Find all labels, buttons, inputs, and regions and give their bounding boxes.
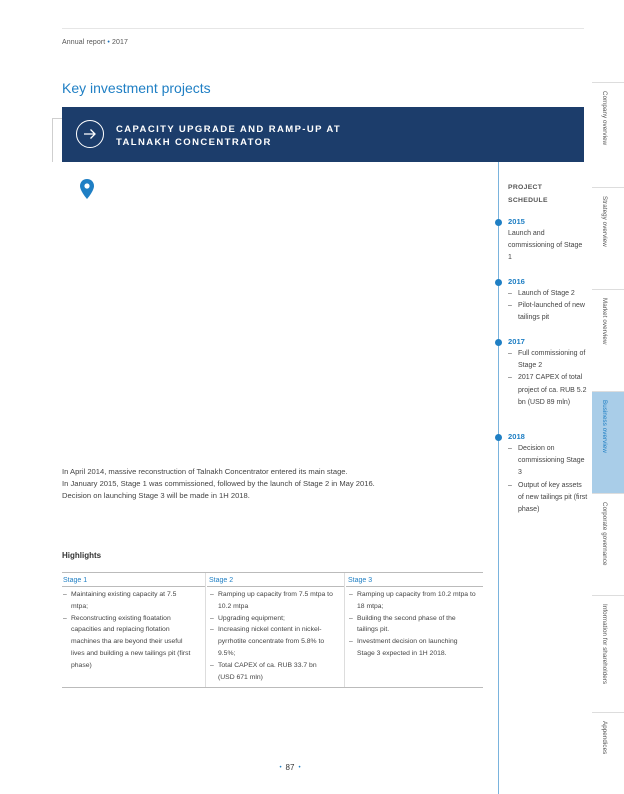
banner-bracket <box>52 118 53 162</box>
side-tab-business-overview[interactable] <box>592 391 624 493</box>
side-tab-label: Corporate governance <box>601 502 608 566</box>
list-item: – Output of key assets of new tailings pit (first phase) <box>508 480 588 517</box>
schedule-year: 2015 <box>508 217 525 226</box>
schedule-2018 <box>508 431 588 516</box>
list-item: – Total CAPEX of ca. RUB 33.7 bn (USD 671 mln) <box>209 660 335 684</box>
timeline-dot <box>495 434 502 441</box>
side-tab-label: Strategy overview <box>601 196 608 247</box>
side-tab-market-overview[interactable] <box>592 289 624 391</box>
side-tab-appendices[interactable] <box>592 712 624 794</box>
page-title: Key investment projects <box>62 80 211 96</box>
list-item: – Launch of Stage 2 <box>508 288 588 300</box>
header-rule <box>62 28 584 29</box>
schedule-2017 <box>508 336 588 409</box>
timeline-dot <box>495 279 502 286</box>
list-item: – Maintaining existing capacity at 7.5 mtpa; <box>62 589 195 613</box>
intro-text <box>62 466 482 503</box>
intro-line: In January 2015, Stage 1 was commissioned, followed by the launch of Stage 2 in May 2016. <box>62 479 375 489</box>
schedule-year: 2016 <box>508 277 525 286</box>
side-tab-label: Company overview <box>601 91 608 146</box>
list-item: – Upgrading equipment; <box>209 613 335 625</box>
stage-3-column <box>344 573 483 687</box>
page-number-value: 87 <box>285 763 295 772</box>
page-dot: • <box>279 764 282 771</box>
stage-3-header: Stage 3 <box>346 573 483 587</box>
list-item: – Decision on commissioning Stage 3 <box>508 443 588 480</box>
schedule-year: 2018 <box>508 432 525 441</box>
list-item: – Reconstructing existing floatation capacities and replacing flotation machines tha are beyond their useful lives and building a new tailings pit (first phase) <box>62 613 195 672</box>
list-item: – 2017 CAPEX of total project of ca. RUB 5.2 bn (USD 89 mln) <box>508 372 588 409</box>
stage-1-header: Stage 1 <box>62 573 205 587</box>
list-item: – Ramping up capacity from 10.2 mtpa to 18 mtpa; <box>348 589 476 613</box>
timeline-dot <box>495 339 502 346</box>
side-tab-label: Information for shareholders <box>601 604 608 685</box>
schedule-heading-line: SCHEDULE <box>508 197 548 204</box>
timeline-dot <box>495 219 502 226</box>
schedule-text: Launch and commissioning of Stage 1 <box>508 230 583 262</box>
schedule-heading <box>508 181 548 207</box>
list-item: – Full commissioning of Stage 2 <box>508 348 588 372</box>
banner-title: CAPACITY UPGRADE AND RAMP-UP AT TALNAKH CONCENTRATOR <box>116 124 342 148</box>
stage-1-column <box>62 573 205 687</box>
side-tab-corporate-governance[interactable] <box>592 493 624 595</box>
list-item: – Building the second phase of the tailings pit. <box>348 613 476 637</box>
list-item: – Pilot-launched of new tailings pit <box>508 300 588 324</box>
schedule-2016 <box>508 276 588 325</box>
highlights-title: Highlights <box>62 551 102 560</box>
header-dot: • <box>107 39 110 46</box>
page-dot: • <box>298 764 301 771</box>
schedule-year: 2017 <box>508 337 525 346</box>
arrow-right-circle-icon[interactable] <box>76 120 104 148</box>
side-tab-information-for-shareholders[interactable] <box>592 595 624 712</box>
side-tab-label: Appendices <box>601 721 608 755</box>
side-tab-label: Business overview <box>601 400 608 453</box>
intro-line: Decision on launching Stage 3 will be made in 1H 2018. <box>62 491 250 501</box>
banner-bracket-top <box>52 118 62 119</box>
schedule-timeline <box>498 162 499 794</box>
list-item: – Ramping up capacity from 7.5 mtpa to 10.2 mtpa <box>209 589 335 613</box>
stage-2-header: Stage 2 <box>207 573 344 587</box>
map-pin-icon <box>80 179 94 199</box>
page-number <box>0 763 580 772</box>
report-label: Annual report <box>62 39 106 46</box>
side-tab-label: Market overview <box>601 298 608 345</box>
schedule-heading-line: PROJECT <box>508 184 543 191</box>
intro-line: In April 2014, massive reconstruction of Talnakh Concentrator entered its main stage. <box>62 467 348 476</box>
report-year: 2017 <box>111 39 128 46</box>
list-item: – Investment decision on launching Stage 3 expected in 1H 2018. <box>348 636 476 660</box>
list-item: – Increasing nickel content in nickel-pyrrhotite concentrate from 5.8% to 9.5%; <box>209 624 335 659</box>
schedule-2015 <box>508 216 588 265</box>
side-tab-strategy-overview[interactable] <box>592 187 624 289</box>
stage-2-column <box>205 573 344 687</box>
side-tab-company-overview[interactable] <box>592 82 624 187</box>
running-header <box>62 39 128 46</box>
project-banner <box>62 107 584 162</box>
highlights-table <box>62 572 483 688</box>
